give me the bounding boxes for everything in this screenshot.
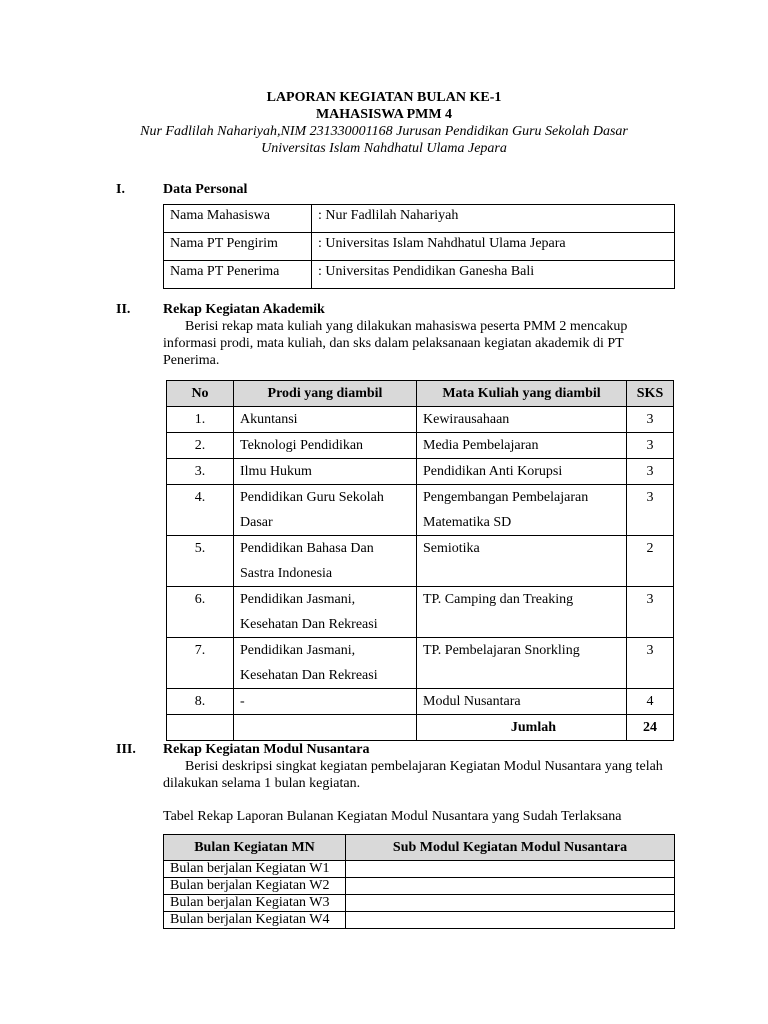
cell-sub-modul xyxy=(346,912,675,929)
table-total-row xyxy=(167,715,674,741)
cell-no: 3. xyxy=(167,459,234,485)
cell-bulan: Bulan berjalan Kegiatan W2 xyxy=(164,878,346,895)
cell-bulan: Bulan berjalan Kegiatan W1 xyxy=(164,861,346,878)
cell-sks: 3 xyxy=(627,485,674,536)
cell-matkul: Media Pembelajaran xyxy=(417,433,627,459)
section2-title: Rekap Kegiatan Akademik xyxy=(163,302,325,317)
table-row xyxy=(164,878,675,895)
cell-empty xyxy=(167,715,234,741)
section3-description: Berisi deskripsi singkat kegiatan pembelajaran Kegiatan Modul Nusantara yang telah dilakukan selama 1 bulan kegiatan. xyxy=(163,759,663,791)
cell-matkul: TP. Camping dan Treaking xyxy=(417,587,627,638)
total-label: Jumlah xyxy=(417,715,627,741)
cell-matkul: Pengembangan Pembelajaran Matematika SD xyxy=(417,485,627,536)
personal-value: : Universitas Islam Nahdhatul Ulama Jepara xyxy=(312,233,675,261)
section1-number: I. xyxy=(116,182,125,197)
cell-matkul: Semiotika xyxy=(417,536,627,587)
cell-bulan: Bulan berjalan Kegiatan W3 xyxy=(164,895,346,912)
section1-title: Data Personal xyxy=(163,182,248,197)
col-header-bulan: Bulan Kegiatan MN xyxy=(164,835,346,861)
cell-matkul: Pendidikan Anti Korupsi xyxy=(417,459,627,485)
table-caption: Tabel Rekap Laporan Bulanan Kegiatan Modul Nusantara yang Sudah Terlaksana xyxy=(163,809,622,824)
table-row xyxy=(167,587,674,638)
cell-sks: 3 xyxy=(627,459,674,485)
cell-prodi: - xyxy=(234,689,417,715)
section3-title: Rekap Kegiatan Modul Nusantara xyxy=(163,742,370,757)
cell-no: 2. xyxy=(167,433,234,459)
academic-recap-table xyxy=(166,380,674,741)
cell-no: 4. xyxy=(167,485,234,536)
total-value: 24 xyxy=(627,715,674,741)
cell-sub-modul xyxy=(346,861,675,878)
cell-sks: 3 xyxy=(627,638,674,689)
cell-sub-modul xyxy=(346,895,675,912)
cell-prodi: Ilmu Hukum xyxy=(234,459,417,485)
col-header-prodi: Prodi yang diambil xyxy=(234,381,417,407)
cell-empty xyxy=(234,715,417,741)
modul-nusantara-table xyxy=(163,834,675,929)
cell-matkul: TP. Pembelajaran Snorkling xyxy=(417,638,627,689)
personal-value: : Nur Fadlilah Nahariyah xyxy=(312,205,675,233)
table-row xyxy=(167,689,674,715)
cell-prodi: Pendidikan Jasmani, Kesehatan Dan Rekreasi xyxy=(234,587,417,638)
cell-sks: 3 xyxy=(627,587,674,638)
section3-number: III. xyxy=(116,742,136,757)
table-row xyxy=(167,536,674,587)
personal-label: Nama PT Penerima xyxy=(164,261,312,289)
cell-bulan: Bulan berjalan Kegiatan W4 xyxy=(164,912,346,929)
university-info: Universitas Islam Nahdhatul Ulama Jepara xyxy=(261,141,507,156)
col-header-matkul: Mata Kuliah yang diambil xyxy=(417,381,627,407)
col-header-sub-modul: Sub Modul Kegiatan Modul Nusantara xyxy=(346,835,675,861)
cell-sks: 3 xyxy=(627,407,674,433)
table-row xyxy=(164,895,675,912)
table-row xyxy=(167,407,674,433)
table-header-row xyxy=(164,835,675,861)
table-row xyxy=(164,233,675,261)
cell-no: 1. xyxy=(167,407,234,433)
col-header-no: No xyxy=(167,381,234,407)
report-title: LAPORAN KEGIATAN BULAN KE-1 xyxy=(266,90,502,105)
table-row xyxy=(167,433,674,459)
personal-data-table xyxy=(163,204,675,289)
cell-no: 8. xyxy=(167,689,234,715)
report-subtitle: MAHASISWA PMM 4 xyxy=(315,107,453,122)
personal-label: Nama PT Pengirim xyxy=(164,233,312,261)
cell-no: 7. xyxy=(167,638,234,689)
cell-sub-modul xyxy=(346,878,675,895)
cell-matkul: Kewirausahaan xyxy=(417,407,627,433)
cell-matkul: Modul Nusantara xyxy=(417,689,627,715)
table-row xyxy=(164,205,675,233)
table-row xyxy=(167,638,674,689)
table-header-row xyxy=(167,381,674,407)
cell-prodi: Pendidikan Jasmani, Kesehatan Dan Rekreasi xyxy=(234,638,417,689)
cell-no: 6. xyxy=(167,587,234,638)
cell-prodi: Akuntansi xyxy=(234,407,417,433)
table-row xyxy=(164,912,675,929)
cell-prodi: Pendidikan Bahasa Dan Sastra Indonesia xyxy=(234,536,417,587)
cell-sks: 2 xyxy=(627,536,674,587)
personal-value: : Universitas Pendidikan Ganesha Bali xyxy=(312,261,675,289)
cell-sks: 4 xyxy=(627,689,674,715)
table-row xyxy=(167,459,674,485)
section2-number: II. xyxy=(116,302,131,317)
personal-label: Nama Mahasiswa xyxy=(164,205,312,233)
table-row xyxy=(167,485,674,536)
table-row xyxy=(164,261,675,289)
section2-description: Berisi rekap mata kuliah yang dilakukan mahasiswa peserta PMM 2 mencakup informasi prodi, mata kuliah, dan sks dalam pelaksanaan kegiatan akademik di PT Penerima. xyxy=(163,319,628,368)
table-row xyxy=(164,861,675,878)
cell-prodi: Pendidikan Guru Sekolah Dasar xyxy=(234,485,417,536)
author-info: Nur Fadlilah Nahariyah,NIM 231330001168 Jurusan Pendidikan Guru Sekolah Dasar xyxy=(140,124,628,139)
cell-no: 5. xyxy=(167,536,234,587)
cell-sks: 3 xyxy=(627,433,674,459)
col-header-sks: SKS xyxy=(627,381,674,407)
cell-prodi: Teknologi Pendidikan xyxy=(234,433,417,459)
